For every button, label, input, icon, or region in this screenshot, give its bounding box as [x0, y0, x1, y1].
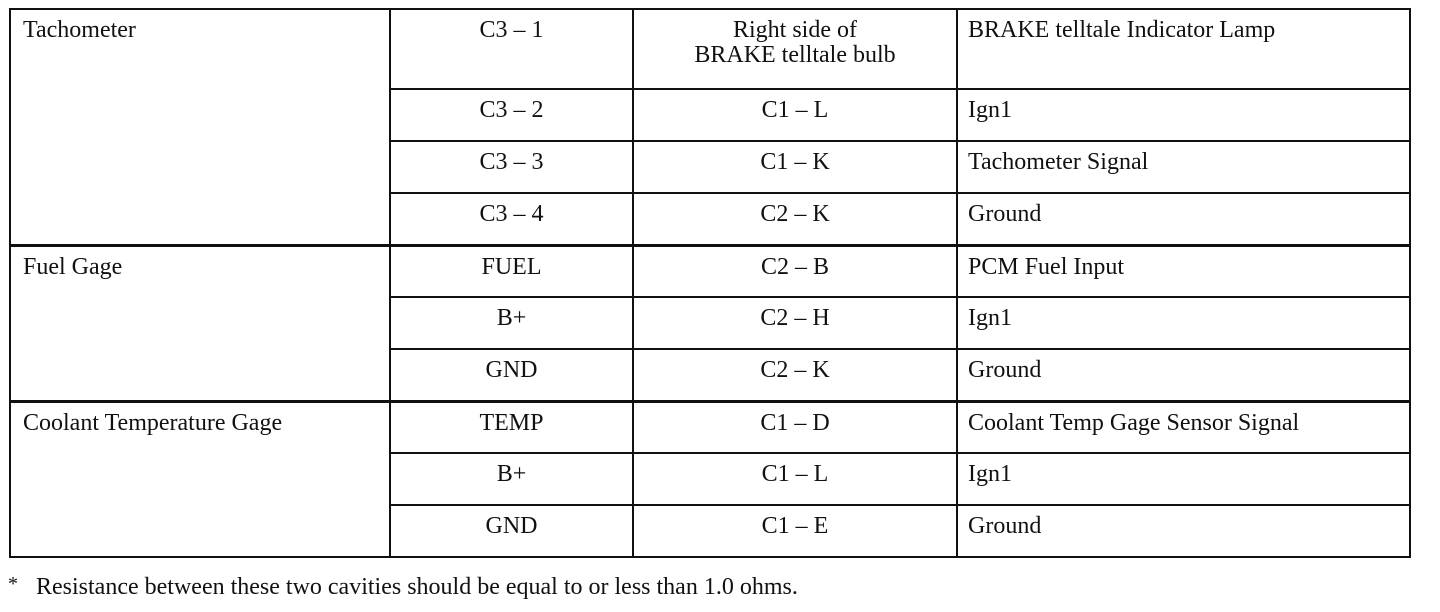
- function-cell: Coolant Temp Gage Sensor Signal: [957, 401, 1410, 453]
- function-cell: BRAKE telltale Indicator Lamp: [957, 9, 1410, 89]
- connects-to-cell: C1 – K: [633, 141, 957, 193]
- cavity-cell: GND: [390, 505, 633, 557]
- cavity-cell: B+: [390, 297, 633, 349]
- cavity-cell: B+: [390, 453, 633, 505]
- function-cell: Ground: [957, 505, 1410, 557]
- component-name: Coolant Temperature Gage: [10, 401, 390, 557]
- function-cell: Ign1: [957, 297, 1410, 349]
- connects-to-cell: C2 – K: [633, 193, 957, 245]
- function-cell: Ign1: [957, 453, 1410, 505]
- function-cell: Ground: [957, 193, 1410, 245]
- connects-to-cell: C1 – D: [633, 401, 957, 453]
- function-cell: PCM Fuel Input: [957, 245, 1410, 297]
- footnote-text: Resistance between these two cavities should be equal to or less than 1.0 ohms.: [36, 574, 798, 600]
- table-row: [10, 245, 1410, 297]
- cavity-cell: FUEL: [390, 245, 633, 297]
- connects-to-cell: C1 – L: [633, 89, 957, 141]
- table-row: [10, 9, 1410, 89]
- component-name: Tachometer: [10, 9, 390, 245]
- function-cell: Tachometer Signal: [957, 141, 1410, 193]
- connects-to-cell: C1 – E: [633, 505, 957, 557]
- function-cell: Ground: [957, 349, 1410, 401]
- function-cell: Ign1: [957, 89, 1410, 141]
- footnote-asterisk: *: [8, 573, 18, 595]
- cavity-cell: C3 – 1: [390, 9, 633, 89]
- cavity-cell: C3 – 4: [390, 193, 633, 245]
- connects-to-cell: C2 – K: [633, 349, 957, 401]
- connects-to-line: BRAKE telltale bulb: [694, 42, 896, 69]
- cavity-cell: TEMP: [390, 401, 633, 453]
- cavity-cell: GND: [390, 349, 633, 401]
- connects-to-cell: C2 – H: [633, 297, 957, 349]
- table-row: [10, 401, 1410, 453]
- wiring-table: [9, 8, 1411, 558]
- connects-to-cell: [633, 9, 957, 89]
- connects-to-line: Right side of: [733, 17, 857, 43]
- connects-to-cell: C2 – B: [633, 245, 957, 297]
- cavity-cell: C3 – 3: [390, 141, 633, 193]
- component-name: Fuel Gage: [10, 245, 390, 401]
- connects-to-cell: C1 – L: [633, 453, 957, 505]
- footnote: [8, 573, 798, 601]
- cavity-cell: C3 – 2: [390, 89, 633, 141]
